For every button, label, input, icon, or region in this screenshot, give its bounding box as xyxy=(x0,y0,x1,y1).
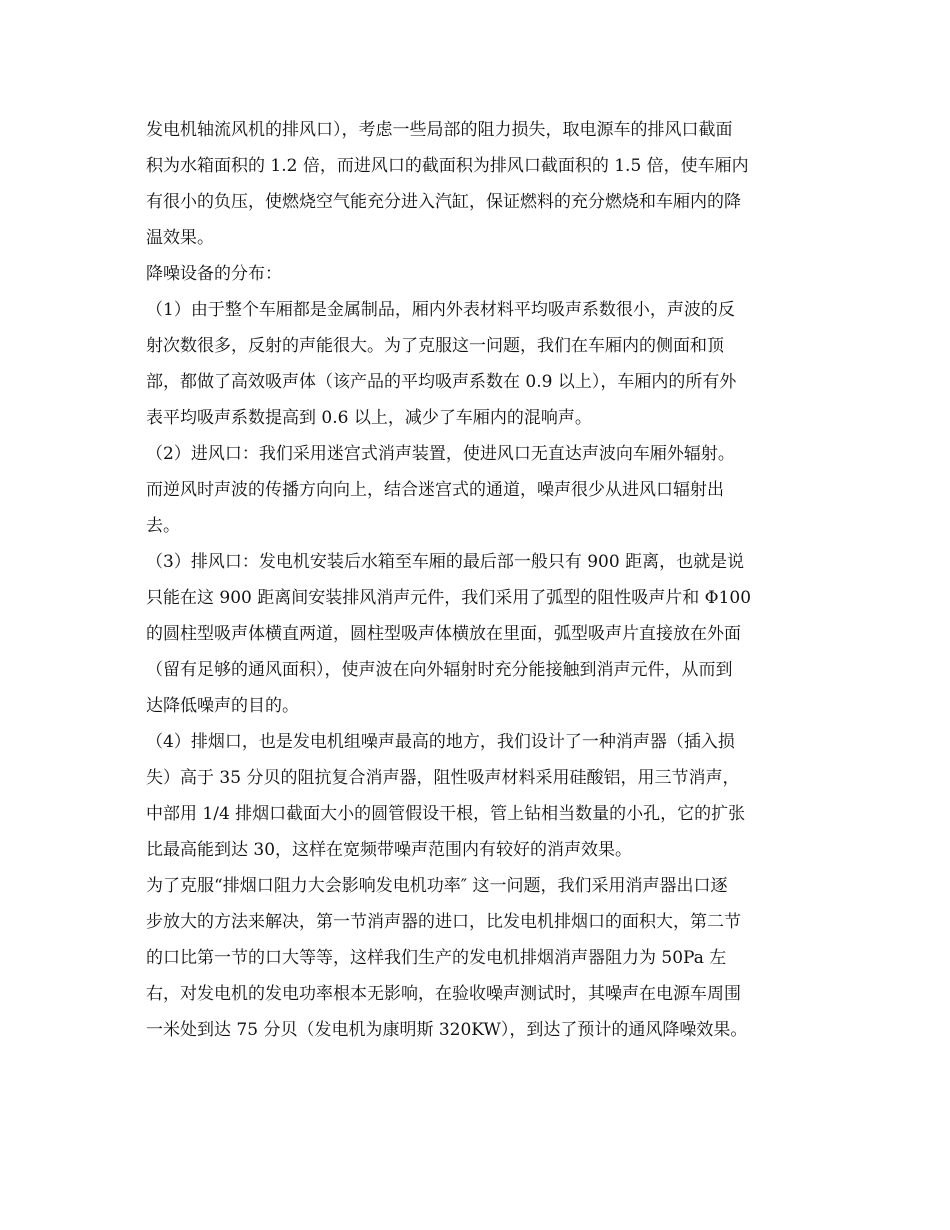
document-body xyxy=(146,112,806,1048)
text-line: 射次数很多，反射的声能很大。为了克服这一问题，我们在车厢内的侧面和顶 xyxy=(146,336,724,356)
text-line: （2）进风口：我们采用迷宫式消声装置，使进风口无直达声波向车厢外辐射。 xyxy=(146,444,735,464)
text-line: 表平均吸声系数提高到 0.6 以上，减少了车厢内的混响声。 xyxy=(146,408,592,428)
text-line: 比最高能到达 30，这样在宽频带噪声范围内有较好的消声效果。 xyxy=(146,840,633,860)
text-line: 的圆柱型吸声体横直两道，圆柱型吸声体横放在里面，弧型吸声片直接放在外面 xyxy=(146,624,741,644)
text-line: 去。 xyxy=(146,516,180,536)
text-line: 中部用 1/4 排烟口截面大小的圆管假设干根，管上钻相当数量的小孔，它的扩张 xyxy=(146,804,746,824)
text-line: 温效果。 xyxy=(146,228,214,248)
text-line: 积为水箱面积的 1.2 倍，而进风口的截面积为排风口截面积的 1.5 倍，使车厢内 xyxy=(146,156,749,176)
text-line: 一米处到达 75 分贝（发电机为康明斯 320KW），到达了预计的通风降噪效果。 xyxy=(146,1020,748,1040)
text-line: 部，都做了高效吸声体（该产品的平均吸声系数在 0.9 以上），车厢内的所有外 xyxy=(146,372,737,392)
text-line: 为了克服“排烟口阻力大会影响发电机功率″ 这一问题，我们采用消声器出口逐 xyxy=(146,876,728,896)
text-line: （1）由于整个车厢都是金属制品，厢内外表材料平均吸声系数很小，声波的反 xyxy=(146,300,735,320)
text-line: 发电机轴流风机的排风口），考虑一些局部的阻力损失，取电源车的排风口截面 xyxy=(146,120,733,140)
text-line: （3）排风口：发电机安装后水箱至车厢的最后部一般只有 900 距离，也就是说 xyxy=(146,552,745,572)
text-line: 有很小的负压，使燃烧空气能充分进入汽缸，保证燃料的充分燃烧和车厢内的降 xyxy=(146,192,741,212)
text-line: 步放大的方法来解决，第一节消声器的进口，比发电机排烟口的面积大，第二节 xyxy=(146,912,741,932)
text-line: 而逆风时声波的传播方向向上，结合迷宫式的通道，噪声很少从进风口辐射出 xyxy=(146,480,724,500)
text-line: 右，对发电机的发电功率根本无影响，在验收噪声测试时，其噪声在电源车周围 xyxy=(146,984,741,1004)
text-line: （留有足够的通风面积），使声波在向外辐射时充分能接触到消声元件，从而到 xyxy=(146,660,733,680)
text-line: 失）高于 35 分贝的阻抗复合消声器，阻性吸声材料采用硅酸铝，用三节消声， xyxy=(146,768,740,788)
section-heading: 降噪设备的分布： xyxy=(146,264,282,284)
text-line: 达降低噪声的目的。 xyxy=(146,696,299,716)
text-line: （4）排烟口，也是发电机组噪声最高的地方，我们设计了一种消声器（插入损 xyxy=(146,732,735,752)
text-line: 只能在这 900 距离间安装排风消声元件，我们采用了弧型的阻性吸声片和 Φ100 xyxy=(146,588,752,608)
text-line: 的口比第一节的口大等等，这样我们生产的发电机排烟消声器阻力为 50Pa 左 xyxy=(146,948,727,968)
